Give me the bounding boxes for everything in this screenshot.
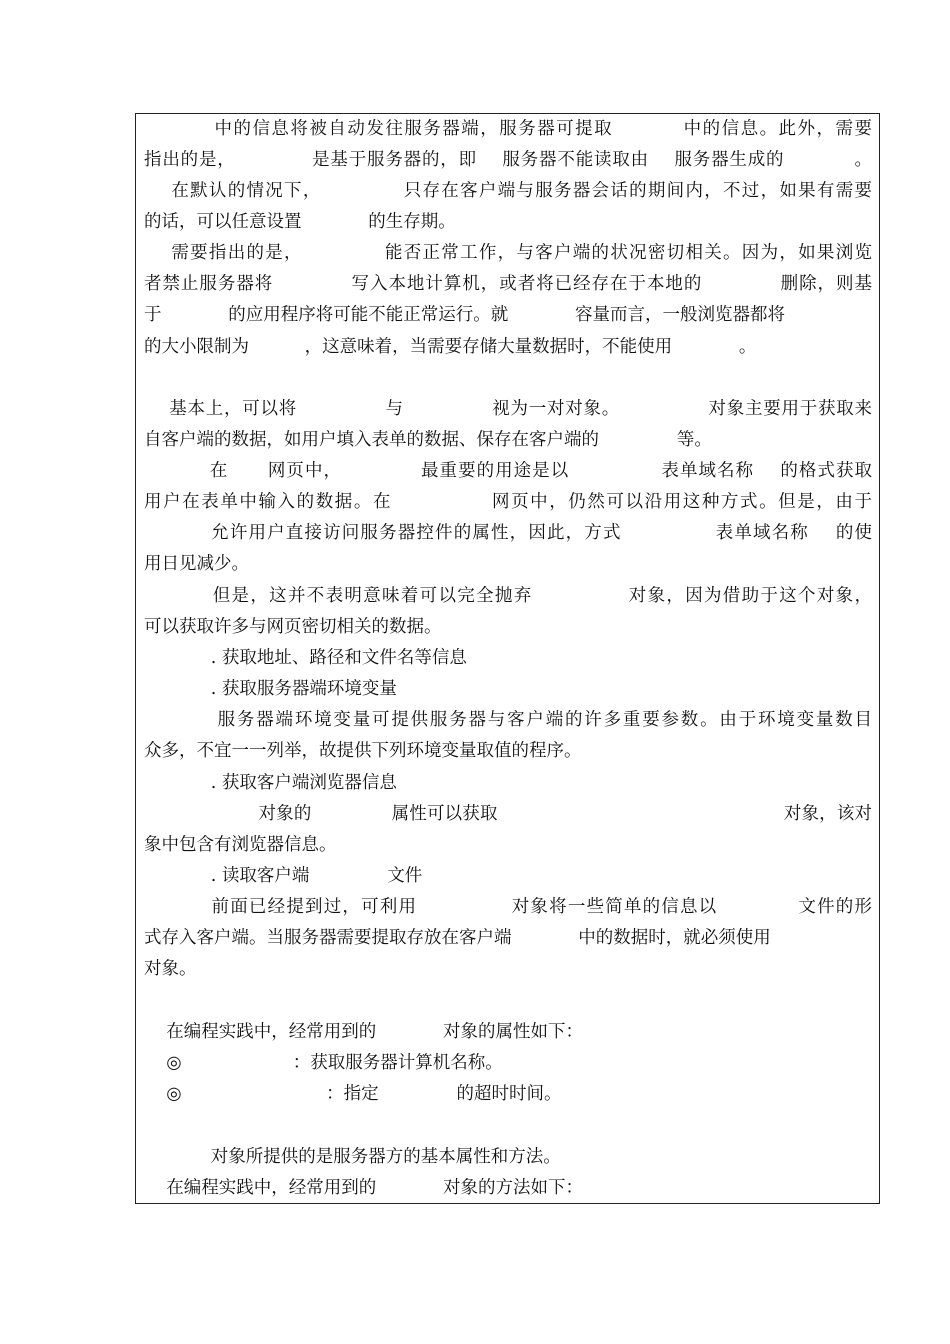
text-line: 需要指出的是， 能否正常工作，与客户端的状况密切相关。因为，如果浏览 <box>144 243 872 263</box>
text-line: 服务器端环境变量可提供服务器与客户端的许多重要参数。由于环境变量数目 <box>144 710 872 730</box>
text-line: 用户在表单中输入的数据。在 网页中，仍然可以沿用这种方式。但是，由于 <box>144 492 872 512</box>
text-line: 对象。 <box>144 959 197 979</box>
text-line: 在编程实践中，经常用到的 对象的属性如下： <box>144 1022 584 1042</box>
text-line: 对象所提供的是服务器方的基本属性和方法。 <box>144 1147 561 1167</box>
text-line: . 获取服务器端环境变量 <box>144 679 397 699</box>
text-line: 式存入客户端。当服务器需要提取存放在客户端 中的数据时，就必须使用 <box>144 928 771 948</box>
text-line: 自客户端的数据，如用户填入表单的数据、保存在客户端的 等。 <box>144 430 712 450</box>
text-line: 对象的 属性可以获取 对象，该对 <box>144 804 872 824</box>
text-line: 可以获取许多与网页密切相关的数据。 <box>144 617 442 637</box>
text-line: 前面已经提到过，可利用 对象将一些简单的信息以 文件的形 <box>144 897 872 917</box>
text-line: . 获取客户端浏览器信息 <box>144 773 397 793</box>
text-line: 的大小限制为 ，这意味着，当需要存储大量数据时，不能使用 。 <box>144 337 757 357</box>
text-line: 用日见减少。 <box>144 554 249 574</box>
text-line: 中的信息将被自动发往服务器端，服务器可提取 中的信息。此外，需要 <box>144 119 872 139</box>
text-line: 但是，这并不表明意味着可以完全抛弃 对象，因为借助于这个对象， <box>144 586 872 606</box>
text-line: 的话，可以任意设置 的生存期。 <box>144 212 456 232</box>
text-line: 于 的应用程序将可能不能正常运行。就 容量而言，一般浏览器都将 <box>144 305 786 325</box>
text-line: 在默认的情况下， 只存在客户端与服务器会话的期间内，不过，如果有需要 <box>144 181 872 201</box>
text-line: 指出的是， 是基于服务器的，即 服务器不能读取由 服务器生成的 。 <box>144 150 872 170</box>
text-line: 在 网页中， 最重要的用途是以 表单域名称 的格式获取 <box>144 461 872 481</box>
text-line: 在编程实践中，经常用到的 对象的方法如下： <box>144 1178 584 1198</box>
text-line: ◎ ：指定 的超时时间。 <box>144 1084 562 1104</box>
text-line: 允许用户直接访问服务器控件的属性，因此，方式 表单域名称 的使 <box>144 523 872 543</box>
text-line: ◎ ：获取服务器计算机名称。 <box>144 1053 503 1073</box>
text-line: 众多，不宜一一列举，故提供下列环境变量取值的程序。 <box>144 741 582 761</box>
text-line: . 获取地址、路径和文件名等信息 <box>144 648 467 668</box>
text-line: 者禁止服务器将 写入本地计算机，或者将已经存在于本地的 删除，则基 <box>144 274 872 294</box>
text-line: 象中包含有浏览器信息。 <box>144 835 337 855</box>
text-line: . 读取客户端 文件 <box>144 866 423 886</box>
text-line: 基本上，可以将 与 视为一对对象。 对象主要用于获取来 <box>144 399 872 419</box>
